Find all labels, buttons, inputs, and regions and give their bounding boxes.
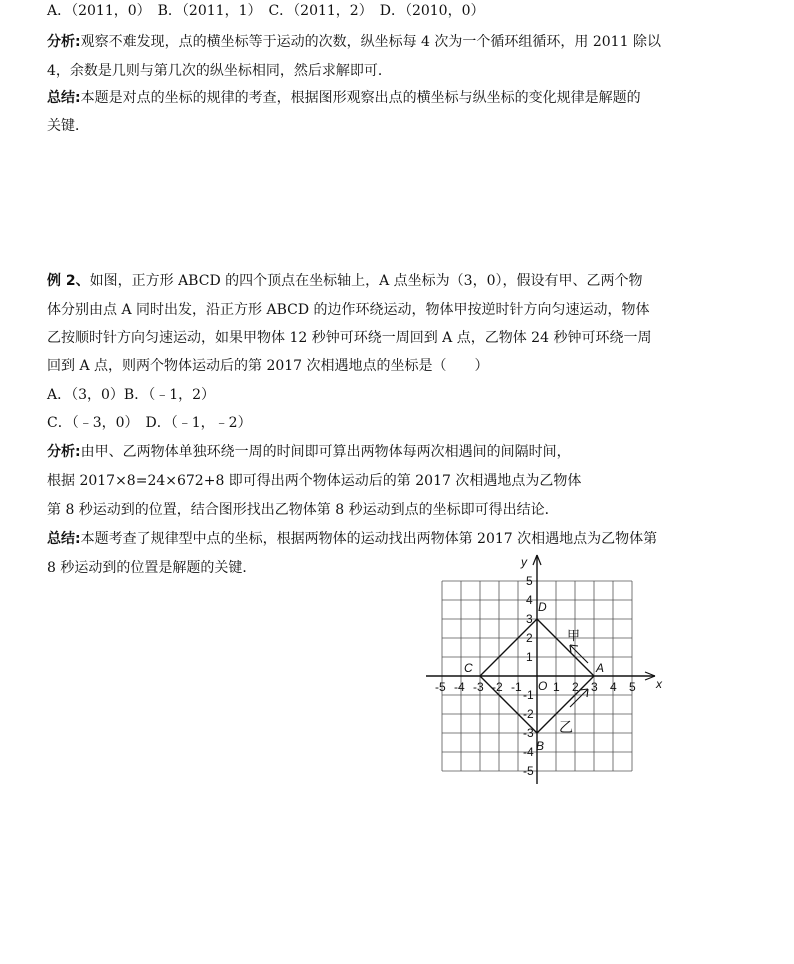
- ex2-options-cd: C．（﹣3，0） D．（﹣1，﹣2）: [47, 415, 252, 431]
- yi-label: 乙: [559, 719, 573, 735]
- ex2-analysis-text-1: 由甲、乙两物体单独环绕一周的时间即可算出两物体每两次相遇间的间隔时间，: [80, 444, 571, 460]
- ex2-analysis-line-1: [47, 443, 571, 461]
- y-tick-label: -2: [523, 707, 534, 721]
- x-tick-label: 3: [591, 680, 598, 694]
- ex2-analysis-line-2: 根据 2017×8=24×672+8 即可得出两个物体运动后的第 2017 次相遇地点为乙物体: [47, 473, 582, 489]
- ex2-analysis-label: 分析:: [47, 444, 81, 460]
- ex1-analysis-line-1: [47, 33, 661, 51]
- ex2-label: 例 2、: [47, 273, 90, 289]
- point-d-label: D: [538, 600, 547, 614]
- point-c-label: C: [464, 661, 473, 675]
- ex2-analysis-line-3: 第 8 秒运动到的位置，结合图形找出乙物体第 8 秒运动到点的坐标即可得出结论．: [47, 502, 559, 518]
- ex1-summary-text-1: 本题是对点的坐标的规律的考查，根据图形观察出点的横坐标与纵坐标的变化规律是解题的: [80, 90, 641, 106]
- y-tick-label: 4: [526, 593, 533, 607]
- x-tick-label: -1: [511, 680, 522, 694]
- y-tick-label: 1: [526, 650, 533, 664]
- origin-label: O: [538, 679, 548, 693]
- x-tick-labels: [435, 680, 636, 694]
- y-tick-label: -4: [523, 745, 534, 759]
- ex1-summary-label: 总结:: [47, 90, 81, 106]
- x-tick-label: -2: [492, 680, 503, 694]
- y-tick-label: 2: [526, 631, 533, 645]
- ex1-analysis-text-1: 观察不难发现，点的横坐标等于运动的次数，纵坐标每 4 次为一个循环组循环，用 2011 除以: [80, 34, 661, 50]
- ex2-summary-line-2: 8 秒运动到的位置是解题的关键．: [47, 560, 257, 576]
- ex1-analysis-label: 分析:: [47, 34, 81, 50]
- y-axis-label: y: [521, 555, 527, 569]
- point-b-label: B: [536, 739, 545, 753]
- x-axis-label: x: [656, 677, 662, 691]
- y-tick-label: 3: [526, 612, 533, 626]
- ex2-question-line-4: 回到 A 点，则两个物体运动后的第 2017 次相遇地点的坐标是（ ）: [47, 358, 489, 374]
- y-tick-label: 5: [526, 574, 533, 588]
- x-tick-label: 2: [572, 680, 579, 694]
- coordinate-figure: [418, 552, 668, 792]
- ex2-summary-label: 总结:: [47, 531, 81, 547]
- x-tick-label: 5: [629, 680, 636, 694]
- y-tick-label: -3: [523, 726, 534, 740]
- x-tick-label: -4: [454, 680, 465, 694]
- ex2-question-line-3: 乙按顺时针方向匀速运动，如果甲物体 12 秒钟可环绕一周回到 A 点，乙物体 24 秒钟可环绕一周: [47, 330, 652, 346]
- x-tick-label: 4: [610, 680, 617, 694]
- ex1-summary-line-2: 关键．: [47, 118, 89, 134]
- x-tick-label: -5: [435, 680, 446, 694]
- ex2-summary-line-1: [47, 530, 657, 548]
- ex2-question-line-1: [47, 272, 643, 290]
- ex1-analysis-line-2: 4，余数是几则与第几次的纵坐标相同，然后求解即可．: [47, 63, 392, 79]
- y-tick-label: -5: [523, 764, 534, 778]
- ex2-summary-text-1: 本题考查了规律型中点的坐标，根据两物体的运动找出两物体第 2017 次相遇地点为乙物体第: [80, 531, 658, 547]
- ex2-question-line-2: 体分别由点 A 同时出发，沿正方形 ABCD 的边作环绕运动，物体甲按逆时针方向匀速运动，物体: [47, 302, 650, 318]
- y-tick-label: -1: [523, 688, 534, 702]
- point-a-label: A: [596, 661, 605, 675]
- ex1-summary-line-1: [47, 89, 641, 107]
- x-tick-label: 1: [553, 680, 560, 694]
- ex1-options: A．（2011，0） B．（2011，1） C．（2011，2） D．（2010，0）: [47, 3, 485, 19]
- ex2-question-text-1: 如图，正方形 ABCD 的四个顶点在坐标轴上，A 点坐标为（3，0），假设有甲、乙两个物: [89, 273, 643, 289]
- jia-label: 甲: [567, 628, 581, 643]
- x-tick-label: -3: [473, 680, 484, 694]
- ex2-options-ab: A．（3，0）B．（﹣1，2）: [47, 387, 216, 403]
